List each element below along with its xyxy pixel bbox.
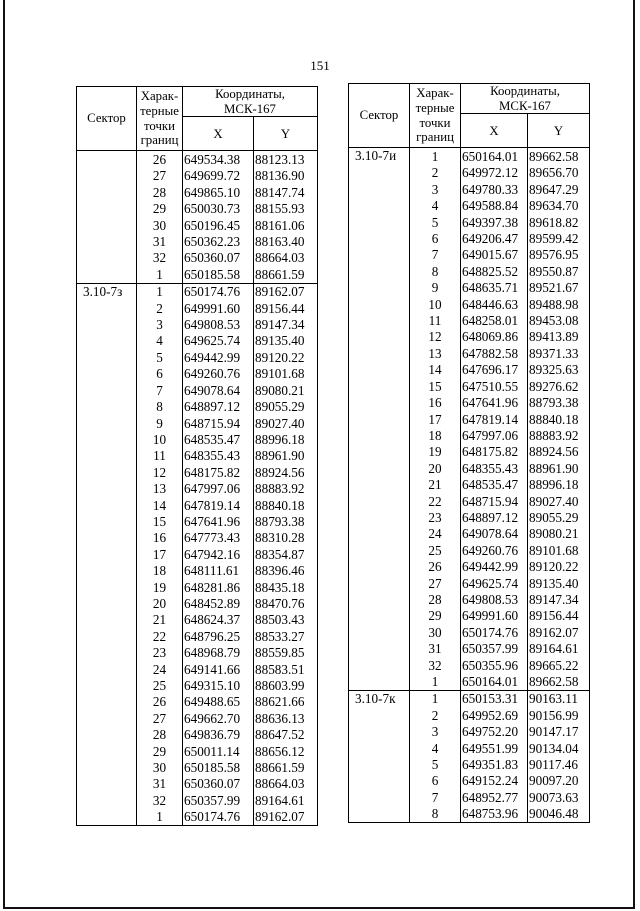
- x-coordinate-cell: 648069.86: [461, 329, 528, 345]
- point-number-cell: 13: [410, 345, 461, 361]
- y-coordinate-cell: 88583.51: [254, 661, 318, 677]
- point-number-cell: 19: [137, 579, 183, 595]
- y-coordinate-cell: 89325.63: [528, 362, 590, 378]
- y-coordinate-cell: 89080.21: [528, 526, 590, 542]
- y-coordinate-cell: 88883.92: [254, 481, 318, 497]
- point-number-cell: 7: [410, 789, 461, 805]
- y-coordinate-cell: 89488.98: [528, 296, 590, 312]
- point-number-cell: 22: [410, 493, 461, 509]
- x-coordinate-cell: 647641.96: [183, 513, 254, 529]
- x-coordinate-cell: 649625.74: [461, 575, 528, 591]
- y-coordinate-cell: 88310.28: [254, 530, 318, 546]
- x-coordinate-cell: 649397.38: [461, 214, 528, 230]
- x-coordinate-cell: 650164.01: [461, 673, 528, 690]
- x-coordinate-cell: 648897.12: [461, 509, 528, 525]
- y-coordinate-cell: 88996.18: [528, 477, 590, 493]
- point-number-cell: 10: [137, 431, 183, 447]
- x-coordinate-cell: 648897.12: [183, 399, 254, 415]
- x-coordinate-cell: 649991.60: [461, 608, 528, 624]
- x-coordinate-cell: 649699.72: [183, 168, 254, 184]
- coordinates-table-right: [348, 83, 590, 823]
- point-number-cell: 23: [137, 645, 183, 661]
- y-coordinate-cell: 88155.93: [254, 201, 318, 217]
- y-coordinate-cell: 88136.90: [254, 168, 318, 184]
- point-number-cell: 10: [410, 296, 461, 312]
- header-y: Y: [254, 117, 318, 151]
- point-number-cell: 17: [137, 546, 183, 562]
- sector-cell: [77, 151, 137, 283]
- point-number-cell: 13: [137, 481, 183, 497]
- header-characteristic-points: Харак- терные точки границ: [410, 84, 461, 148]
- table-row: [349, 690, 590, 707]
- y-coordinate-cell: 89647.29: [528, 181, 590, 197]
- point-number-cell: 6: [410, 773, 461, 789]
- point-number-cell: 24: [410, 526, 461, 542]
- point-number-cell: 1: [410, 673, 461, 690]
- point-number-cell: 26: [137, 694, 183, 710]
- y-coordinate-cell: 88664.03: [254, 776, 318, 792]
- x-coordinate-cell: 650185.58: [183, 266, 254, 283]
- header-y: Y: [528, 114, 590, 148]
- y-coordinate-cell: 90073.63: [528, 789, 590, 805]
- x-coordinate-cell: 649351.83: [461, 756, 528, 772]
- y-coordinate-cell: 89147.34: [528, 591, 590, 607]
- point-number-cell: 25: [137, 677, 183, 693]
- x-coordinate-cell: 648355.43: [183, 448, 254, 464]
- point-number-cell: 6: [410, 230, 461, 246]
- x-coordinate-cell: 648796.25: [183, 628, 254, 644]
- y-coordinate-cell: 90046.48: [528, 806, 590, 823]
- point-number-cell: 22: [137, 628, 183, 644]
- x-coordinate-cell: 648355.43: [461, 460, 528, 476]
- point-number-cell: 5: [410, 756, 461, 772]
- x-coordinate-cell: 649808.53: [461, 591, 528, 607]
- y-coordinate-cell: 88123.13: [254, 151, 318, 168]
- x-coordinate-cell: 649972.12: [461, 165, 528, 181]
- y-coordinate-cell: 88161.06: [254, 217, 318, 233]
- point-number-cell: 8: [410, 806, 461, 823]
- x-coordinate-cell: 650030.73: [183, 201, 254, 217]
- x-coordinate-cell: 649488.65: [183, 694, 254, 710]
- point-number-cell: 16: [410, 395, 461, 411]
- point-number-cell: 7: [410, 247, 461, 263]
- x-coordinate-cell: 649588.84: [461, 198, 528, 214]
- y-coordinate-cell: 88961.90: [254, 448, 318, 464]
- point-number-cell: 27: [410, 575, 461, 591]
- y-coordinate-cell: 88163.40: [254, 233, 318, 249]
- point-number-cell: 9: [137, 415, 183, 431]
- x-coordinate-cell: 649442.99: [183, 349, 254, 365]
- table-body-left: [77, 151, 318, 826]
- y-coordinate-cell: 89164.61: [528, 641, 590, 657]
- y-coordinate-cell: 89135.40: [254, 333, 318, 349]
- point-number-cell: 4: [410, 740, 461, 756]
- point-number-cell: 20: [137, 595, 183, 611]
- y-coordinate-cell: 88621.66: [254, 694, 318, 710]
- point-number-cell: 1: [137, 283, 183, 300]
- sector-cell: 3.10-7з: [77, 283, 137, 825]
- point-number-cell: 3: [137, 316, 183, 332]
- point-number-cell: 5: [137, 349, 183, 365]
- x-coordinate-cell: 649662.70: [183, 710, 254, 726]
- y-coordinate-cell: 90156.99: [528, 707, 590, 723]
- x-coordinate-cell: 648175.82: [461, 444, 528, 460]
- x-coordinate-cell: 648825.52: [461, 263, 528, 279]
- x-coordinate-cell: 649808.53: [183, 316, 254, 332]
- point-number-cell: 32: [137, 250, 183, 266]
- y-coordinate-cell: 89135.40: [528, 575, 590, 591]
- y-coordinate-cell: 89120.22: [528, 559, 590, 575]
- point-number-cell: 5: [410, 214, 461, 230]
- x-coordinate-cell: 648175.82: [183, 464, 254, 480]
- x-coordinate-cell: 650174.76: [461, 624, 528, 640]
- x-coordinate-cell: 649078.64: [183, 382, 254, 398]
- y-coordinate-cell: 88996.18: [254, 431, 318, 447]
- x-coordinate-cell: 647773.43: [183, 530, 254, 546]
- x-coordinate-cell: 648452.89: [183, 595, 254, 611]
- point-number-cell: 31: [137, 233, 183, 249]
- x-coordinate-cell: 648715.94: [461, 493, 528, 509]
- y-coordinate-cell: 89080.21: [254, 382, 318, 398]
- y-coordinate-cell: 88354.87: [254, 546, 318, 562]
- point-number-cell: 18: [410, 427, 461, 443]
- y-coordinate-cell: 89147.34: [254, 316, 318, 332]
- y-coordinate-cell: 89413.89: [528, 329, 590, 345]
- page-frame-left: [3, 0, 5, 909]
- x-coordinate-cell: 650360.07: [183, 250, 254, 266]
- x-coordinate-cell: 649206.47: [461, 230, 528, 246]
- x-coordinate-cell: 647819.14: [461, 411, 528, 427]
- point-number-cell: 4: [137, 333, 183, 349]
- point-number-cell: 29: [137, 743, 183, 759]
- point-number-cell: 25: [410, 542, 461, 558]
- x-coordinate-cell: 648624.37: [183, 612, 254, 628]
- x-coordinate-cell: 647882.58: [461, 345, 528, 361]
- y-coordinate-cell: 89120.22: [254, 349, 318, 365]
- point-number-cell: 1: [137, 266, 183, 283]
- point-number-cell: 29: [410, 608, 461, 624]
- x-coordinate-cell: 648281.86: [183, 579, 254, 595]
- x-coordinate-cell: 650357.99: [461, 641, 528, 657]
- y-coordinate-cell: 88603.99: [254, 677, 318, 693]
- table-body-right: [349, 148, 590, 823]
- x-coordinate-cell: 647997.06: [461, 427, 528, 443]
- x-coordinate-cell: 648968.79: [183, 645, 254, 661]
- point-number-cell: 6: [137, 366, 183, 382]
- y-coordinate-cell: 89162.07: [254, 809, 318, 826]
- x-coordinate-cell: 648535.47: [461, 477, 528, 493]
- y-coordinate-cell: 89665.22: [528, 657, 590, 673]
- point-number-cell: 1: [410, 690, 461, 707]
- point-number-cell: 28: [137, 184, 183, 200]
- point-number-cell: 27: [137, 710, 183, 726]
- point-number-cell: 29: [137, 201, 183, 217]
- point-number-cell: 28: [137, 727, 183, 743]
- point-number-cell: 31: [137, 776, 183, 792]
- x-coordinate-cell: 649152.24: [461, 773, 528, 789]
- point-number-cell: 26: [410, 559, 461, 575]
- y-coordinate-cell: 89162.07: [254, 283, 318, 300]
- x-coordinate-cell: 648446.63: [461, 296, 528, 312]
- x-coordinate-cell: 650174.76: [183, 283, 254, 300]
- y-coordinate-cell: 89156.44: [254, 300, 318, 316]
- x-coordinate-cell: 650196.45: [183, 217, 254, 233]
- x-coordinate-cell: 649078.64: [461, 526, 528, 542]
- point-number-cell: 32: [410, 657, 461, 673]
- header-coordinates: Координаты, МСК-167: [461, 84, 590, 114]
- point-number-cell: 21: [410, 477, 461, 493]
- y-coordinate-cell: 89656.70: [528, 165, 590, 181]
- point-number-cell: 3: [410, 724, 461, 740]
- x-coordinate-cell: 649534.38: [183, 151, 254, 168]
- x-coordinate-cell: 649780.33: [461, 181, 528, 197]
- y-coordinate-cell: 89662.58: [528, 148, 590, 165]
- y-coordinate-cell: 90163.11: [528, 690, 590, 707]
- y-coordinate-cell: 88883.92: [528, 427, 590, 443]
- point-number-cell: 30: [137, 217, 183, 233]
- point-number-cell: 3: [410, 181, 461, 197]
- point-number-cell: 19: [410, 444, 461, 460]
- y-coordinate-cell: 90134.04: [528, 740, 590, 756]
- y-coordinate-cell: 88147.74: [254, 184, 318, 200]
- y-coordinate-cell: 90117.46: [528, 756, 590, 772]
- point-number-cell: 18: [137, 563, 183, 579]
- y-coordinate-cell: 89576.95: [528, 247, 590, 263]
- point-number-cell: 9: [410, 280, 461, 296]
- y-coordinate-cell: 88503.43: [254, 612, 318, 628]
- x-coordinate-cell: 649442.99: [461, 559, 528, 575]
- page-frame-bottom: [3, 907, 635, 909]
- point-number-cell: 7: [137, 382, 183, 398]
- y-coordinate-cell: 89599.42: [528, 230, 590, 246]
- point-number-cell: 2: [410, 707, 461, 723]
- y-coordinate-cell: 89162.07: [528, 624, 590, 640]
- x-coordinate-cell: 650185.58: [183, 759, 254, 775]
- point-number-cell: 8: [410, 263, 461, 279]
- y-coordinate-cell: 88435.18: [254, 579, 318, 595]
- y-coordinate-cell: 89453.08: [528, 312, 590, 328]
- x-coordinate-cell: 647696.17: [461, 362, 528, 378]
- header-x: X: [461, 114, 528, 148]
- y-coordinate-cell: 88661.59: [254, 266, 318, 283]
- y-coordinate-cell: 88559.85: [254, 645, 318, 661]
- y-coordinate-cell: 89634.70: [528, 198, 590, 214]
- point-number-cell: 16: [137, 530, 183, 546]
- x-coordinate-cell: 650362.23: [183, 233, 254, 249]
- x-coordinate-cell: 649315.10: [183, 677, 254, 693]
- point-number-cell: 27: [137, 168, 183, 184]
- x-coordinate-cell: 650153.31: [461, 690, 528, 707]
- point-number-cell: 17: [410, 411, 461, 427]
- point-number-cell: 2: [137, 300, 183, 316]
- point-number-cell: 1: [137, 809, 183, 826]
- y-coordinate-cell: 88661.59: [254, 759, 318, 775]
- header-coordinates: Координаты, МСК-167: [183, 87, 318, 117]
- point-number-cell: 15: [410, 378, 461, 394]
- x-coordinate-cell: 649551.99: [461, 740, 528, 756]
- y-coordinate-cell: 89164.61: [254, 792, 318, 808]
- y-coordinate-cell: 88840.18: [528, 411, 590, 427]
- point-number-cell: 8: [137, 399, 183, 415]
- y-coordinate-cell: 89027.40: [254, 415, 318, 431]
- point-number-cell: 30: [137, 759, 183, 775]
- point-number-cell: 28: [410, 591, 461, 607]
- point-number-cell: 31: [410, 641, 461, 657]
- x-coordinate-cell: 647997.06: [183, 481, 254, 497]
- y-coordinate-cell: 88636.13: [254, 710, 318, 726]
- y-coordinate-cell: 88793.38: [528, 395, 590, 411]
- x-coordinate-cell: 649952.69: [461, 707, 528, 723]
- page-number: 151: [310, 58, 330, 73]
- point-number-cell: 12: [410, 329, 461, 345]
- header-characteristic-points: Харак- терные точки границ: [137, 87, 183, 151]
- x-coordinate-cell: 648258.01: [461, 312, 528, 328]
- x-coordinate-cell: 649260.76: [183, 366, 254, 382]
- y-coordinate-cell: 89550.87: [528, 263, 590, 279]
- point-number-cell: 4: [410, 198, 461, 214]
- y-coordinate-cell: 88533.27: [254, 628, 318, 644]
- x-coordinate-cell: 648535.47: [183, 431, 254, 447]
- point-number-cell: 32: [137, 792, 183, 808]
- y-coordinate-cell: 89618.82: [528, 214, 590, 230]
- point-number-cell: 2: [410, 165, 461, 181]
- point-number-cell: 15: [137, 513, 183, 529]
- y-coordinate-cell: 89101.68: [528, 542, 590, 558]
- y-coordinate-cell: 90097.20: [528, 773, 590, 789]
- x-coordinate-cell: 649015.67: [461, 247, 528, 263]
- point-number-cell: 20: [410, 460, 461, 476]
- header-sector: Сектор: [77, 87, 137, 151]
- y-coordinate-cell: 89156.44: [528, 608, 590, 624]
- y-coordinate-cell: 89371.33: [528, 345, 590, 361]
- x-coordinate-cell: 649752.20: [461, 724, 528, 740]
- y-coordinate-cell: 89662.58: [528, 673, 590, 690]
- x-coordinate-cell: 647510.55: [461, 378, 528, 394]
- y-coordinate-cell: 89055.29: [254, 399, 318, 415]
- x-coordinate-cell: 650355.96: [461, 657, 528, 673]
- x-coordinate-cell: 647819.14: [183, 497, 254, 513]
- x-coordinate-cell: 648635.71: [461, 280, 528, 296]
- x-coordinate-cell: 648715.94: [183, 415, 254, 431]
- table-row: [77, 151, 318, 168]
- point-number-cell: 21: [137, 612, 183, 628]
- x-coordinate-cell: 650357.99: [183, 792, 254, 808]
- coordinates-table-left: [76, 86, 318, 826]
- point-number-cell: 26: [137, 151, 183, 168]
- y-coordinate-cell: 89276.62: [528, 378, 590, 394]
- point-number-cell: 14: [410, 362, 461, 378]
- y-coordinate-cell: 88840.18: [254, 497, 318, 513]
- page-frame-right: [633, 0, 635, 909]
- y-coordinate-cell: 88961.90: [528, 460, 590, 476]
- x-coordinate-cell: 650164.01: [461, 148, 528, 165]
- x-coordinate-cell: 647942.16: [183, 546, 254, 562]
- x-coordinate-cell: 649260.76: [461, 542, 528, 558]
- table-row: [349, 148, 590, 165]
- x-coordinate-cell: 649991.60: [183, 300, 254, 316]
- x-coordinate-cell: 649836.79: [183, 727, 254, 743]
- y-coordinate-cell: 88664.03: [254, 250, 318, 266]
- y-coordinate-cell: 88656.12: [254, 743, 318, 759]
- y-coordinate-cell: 88396.46: [254, 563, 318, 579]
- sector-cell: 3.10-7к: [349, 690, 410, 822]
- x-coordinate-cell: 647641.96: [461, 395, 528, 411]
- y-coordinate-cell: 89055.29: [528, 509, 590, 525]
- y-coordinate-cell: 88793.38: [254, 513, 318, 529]
- point-number-cell: 30: [410, 624, 461, 640]
- y-coordinate-cell: 88647.52: [254, 727, 318, 743]
- point-number-cell: 24: [137, 661, 183, 677]
- header-x: X: [183, 117, 254, 151]
- x-coordinate-cell: 650174.76: [183, 809, 254, 826]
- y-coordinate-cell: 89027.40: [528, 493, 590, 509]
- y-coordinate-cell: 88470.76: [254, 595, 318, 611]
- x-coordinate-cell: 649141.66: [183, 661, 254, 677]
- point-number-cell: 23: [410, 509, 461, 525]
- y-coordinate-cell: 89521.67: [528, 280, 590, 296]
- y-coordinate-cell: 89101.68: [254, 366, 318, 382]
- table-row: [77, 283, 318, 300]
- point-number-cell: 14: [137, 497, 183, 513]
- x-coordinate-cell: 650011.14: [183, 743, 254, 759]
- point-number-cell: 11: [137, 448, 183, 464]
- x-coordinate-cell: 648753.96: [461, 806, 528, 823]
- y-coordinate-cell: 90147.17: [528, 724, 590, 740]
- x-coordinate-cell: 648952.77: [461, 789, 528, 805]
- x-coordinate-cell: 649625.74: [183, 333, 254, 349]
- x-coordinate-cell: 648111.61: [183, 563, 254, 579]
- point-number-cell: 1: [410, 148, 461, 165]
- point-number-cell: 12: [137, 464, 183, 480]
- header-sector: Сектор: [349, 84, 410, 148]
- sector-cell: 3.10-7и: [349, 148, 410, 690]
- y-coordinate-cell: 88924.56: [528, 444, 590, 460]
- x-coordinate-cell: 650360.07: [183, 776, 254, 792]
- x-coordinate-cell: 649865.10: [183, 184, 254, 200]
- y-coordinate-cell: 88924.56: [254, 464, 318, 480]
- point-number-cell: 11: [410, 312, 461, 328]
